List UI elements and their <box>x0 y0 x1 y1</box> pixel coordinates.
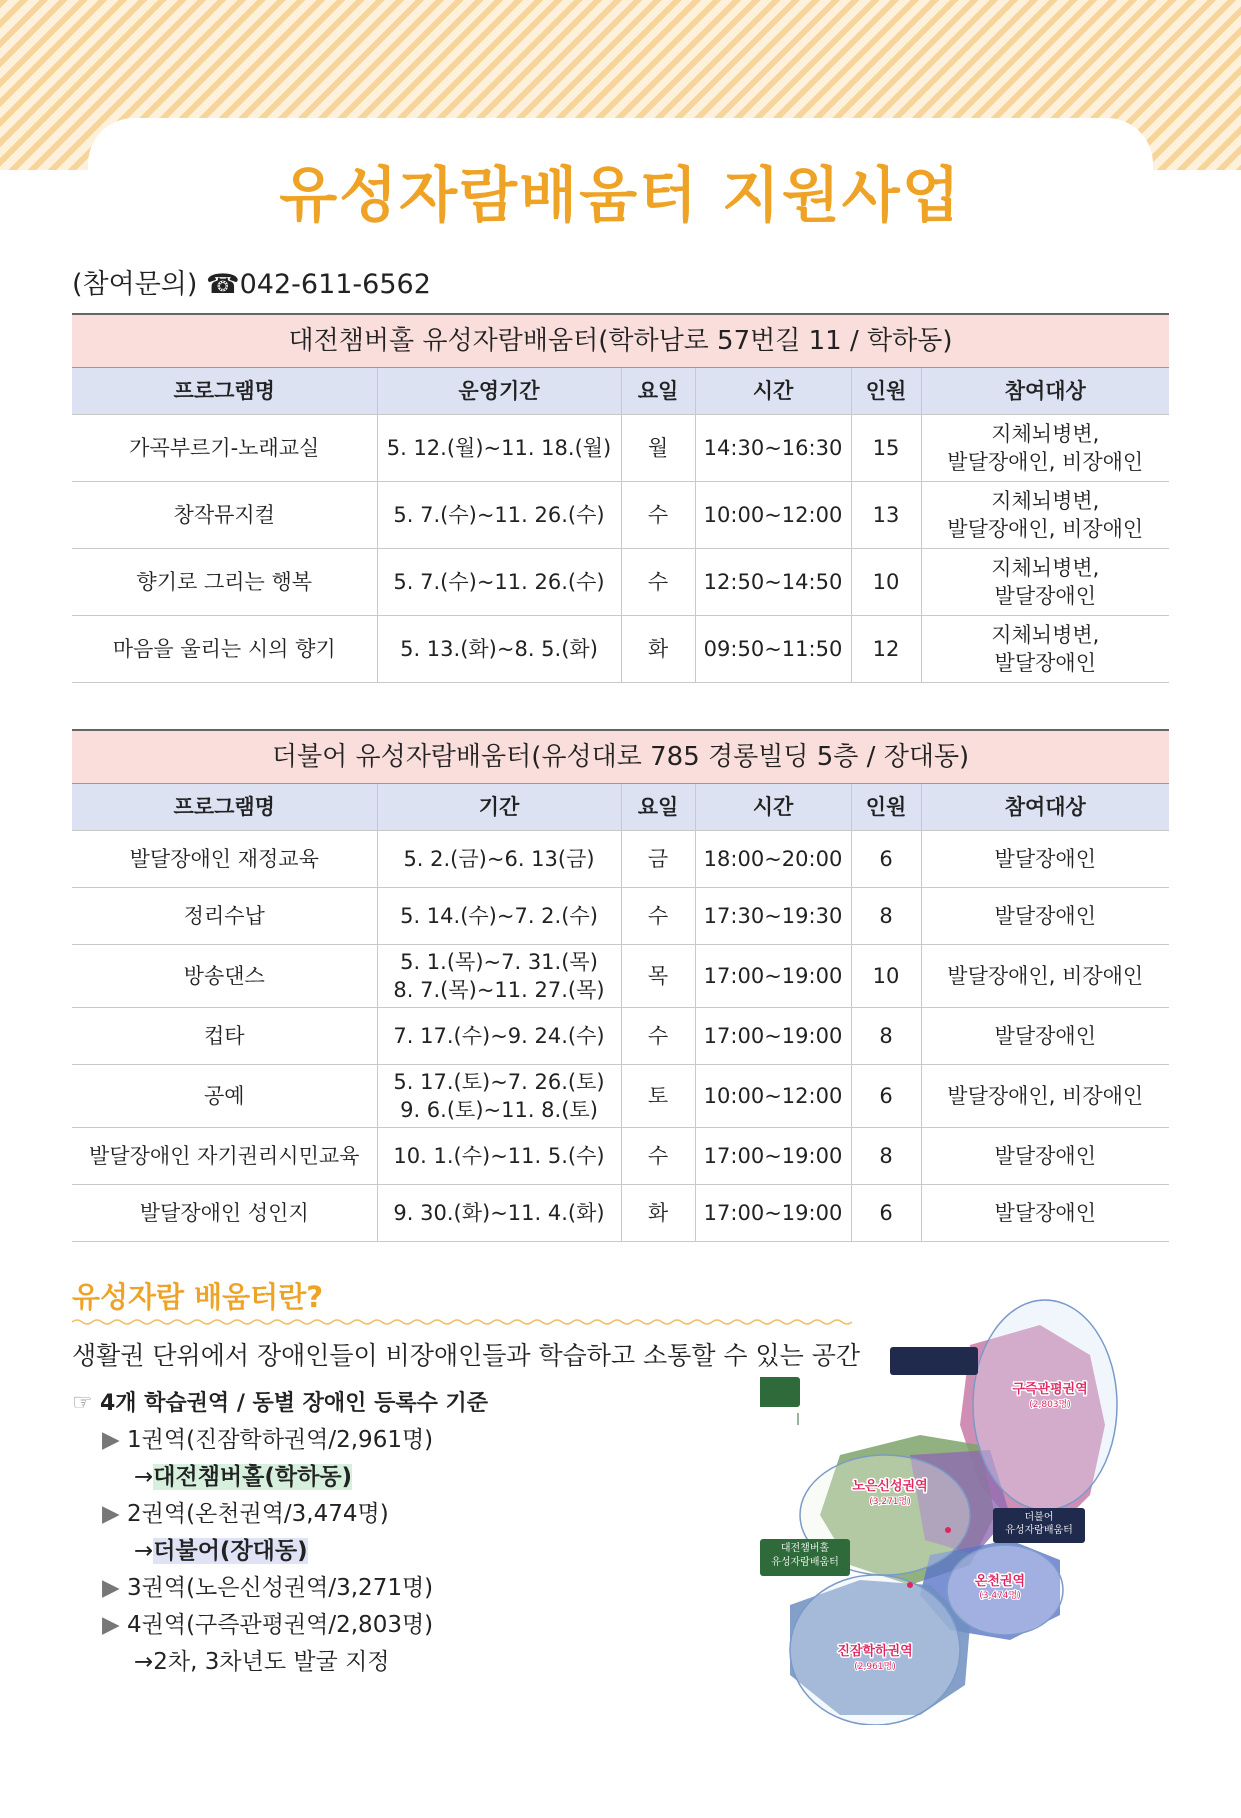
table-row <box>72 616 1169 683</box>
day: 수 <box>621 549 695 616</box>
region-text: 4권역(구즉관평권역/2,803명) <box>127 1612 434 1638</box>
about-description: 생활권 단위에서 장애인들이 비장애인들과 학습하고 소통할 수 있는 공간 <box>72 1341 861 1370</box>
target: 지체뇌병변, 발달장애인 <box>921 616 1169 683</box>
venue-title: 더불어 유성자람배움터(유성대로 785 경롱빌딩 5층 / 장대동) <box>72 730 1169 784</box>
day: 수 <box>621 1128 695 1185</box>
list-item <box>72 1607 488 1644</box>
count: 6 <box>851 1185 921 1242</box>
period: 5. 7.(수)~11. 26.(수) <box>377 549 621 616</box>
table-header-row <box>72 784 1169 831</box>
zone-label: 구즉관평권역 <box>1012 1382 1088 1397</box>
table-row <box>72 1008 1169 1065</box>
chamberhall-tag <box>760 1377 800 1425</box>
time: 09:50~11:50 <box>695 616 851 683</box>
triangle-bullet-icon: ▶ <box>102 1612 120 1638</box>
target: 발달장애인, 비장애인 <box>921 1065 1169 1128</box>
target: 지체뇌병변, 발달장애인, 비장애인 <box>921 415 1169 482</box>
day: 화 <box>621 616 695 683</box>
region-note: →2차, 3차년도 발굴 지정 <box>134 1649 390 1675</box>
count: 15 <box>851 415 921 482</box>
program-name: 가곡부르기-노래교실 <box>72 415 377 482</box>
target: 지체뇌병변, 발달장애인, 비장애인 <box>921 482 1169 549</box>
table-row <box>72 1065 1169 1128</box>
target: 발달장애인, 비장애인 <box>921 945 1169 1008</box>
period: 5. 12.(월)~11. 18.(월) <box>377 415 621 482</box>
about-title: 유성자람 배움터란? <box>72 1280 324 1314</box>
period: 7. 17.(수)~9. 24.(수) <box>377 1008 621 1065</box>
period: 10. 1.(수)~11. 5.(수) <box>377 1128 621 1185</box>
col-header: 요일 <box>621 784 695 831</box>
count: 6 <box>851 831 921 888</box>
region-text: 1권역(진잠학하권역/2,961명) <box>127 1427 434 1453</box>
table-row <box>72 831 1169 888</box>
list-item <box>72 1496 488 1533</box>
zone-count: (2,961명) <box>854 1662 896 1672</box>
col-header: 프로그램명 <box>72 784 377 831</box>
zone-count: (3,474명) <box>979 1591 1021 1601</box>
count: 10 <box>851 549 921 616</box>
deobureo-tag <box>890 1347 978 1375</box>
venue-title: 대전챔버홀 유성자람배움터(학하남로 57번길 11 / 학하동) <box>72 314 1169 368</box>
col-header: 참여대상 <box>921 368 1169 415</box>
count: 13 <box>851 482 921 549</box>
program-name: 발달장애인 성인지 <box>72 1185 377 1242</box>
contact-phone: (참여문의) ☎042-611-6562 <box>72 269 431 300</box>
col-header: 운영기간 <box>377 368 621 415</box>
highlight-venue: 대전챔버홀(학하동) <box>153 1464 353 1490</box>
deobureo-location-marker <box>945 1527 951 1533</box>
program-name: 방송댄스 <box>72 945 377 1008</box>
period: 5. 7.(수)~11. 26.(수) <box>377 482 621 549</box>
period: 5. 1.(목)~7. 31.(목) 8. 7.(목)~11. 27.(목) <box>377 945 621 1008</box>
list-item <box>72 1644 488 1681</box>
target: 발달장애인 <box>921 1008 1169 1065</box>
list-item <box>72 1459 488 1496</box>
region-text: 3권역(노은신성권역/3,271명) <box>127 1575 434 1601</box>
region-list <box>72 1385 488 1681</box>
day: 수 <box>621 888 695 945</box>
target: 발달장애인 <box>921 1128 1169 1185</box>
day: 화 <box>621 1185 695 1242</box>
time: 14:30~16:30 <box>695 415 851 482</box>
table-row <box>72 888 1169 945</box>
col-header: 요일 <box>621 368 695 415</box>
triangle-bullet-icon: ▶ <box>102 1575 120 1601</box>
period: 5. 17.(토)~7. 26.(토) 9. 6.(토)~11. 8.(토) <box>377 1065 621 1128</box>
target: 발달장애인 <box>921 1185 1169 1242</box>
zone-count: (2,803명) <box>1029 1400 1071 1410</box>
time: 17:00~19:00 <box>695 1185 851 1242</box>
count: 6 <box>851 1065 921 1128</box>
time: 12:50~14:50 <box>695 549 851 616</box>
day: 수 <box>621 1008 695 1065</box>
col-header: 시간 <box>695 784 851 831</box>
highlight-venue: 더불어(장대동) <box>153 1538 308 1564</box>
day: 목 <box>621 945 695 1008</box>
period: 9. 30.(화)~11. 4.(화) <box>377 1185 621 1242</box>
time: 17:00~19:00 <box>695 1008 851 1065</box>
count: 8 <box>851 888 921 945</box>
time: 17:30~19:30 <box>695 888 851 945</box>
list-item <box>72 1533 488 1570</box>
count: 10 <box>851 945 921 1008</box>
zone-label: 온천권역 <box>974 1574 1026 1589</box>
program-name: 정리수납 <box>72 888 377 945</box>
table-row <box>72 945 1169 1008</box>
list-heading <box>72 1385 488 1422</box>
time: 10:00~12:00 <box>695 1065 851 1128</box>
page-title: 유성자람배움터 지원사업 <box>279 161 962 231</box>
col-header: 시간 <box>695 368 851 415</box>
target: 발달장애인 <box>921 888 1169 945</box>
chamberhall-map-tag: 대전챔버홀 유성자람배움터 <box>760 1539 850 1576</box>
heading-text: 4개 학습권역 / 동별 장애인 등록수 기준 <box>99 1391 489 1416</box>
region-map <box>760 1285 1120 1725</box>
count: 8 <box>851 1128 921 1185</box>
program-name: 컵타 <box>72 1008 377 1065</box>
period: 5. 2.(금)~6. 13(금) <box>377 831 621 888</box>
time: 10:00~12:00 <box>695 482 851 549</box>
table-row <box>72 415 1169 482</box>
table-row <box>72 1185 1169 1242</box>
program-table-chamberhall <box>72 313 1169 683</box>
target: 발달장애인 <box>921 831 1169 888</box>
day: 월 <box>621 415 695 482</box>
period: 5. 14.(수)~7. 2.(수) <box>377 888 621 945</box>
arrow-icon: → <box>134 1538 154 1564</box>
table-header-row <box>72 368 1169 415</box>
table-row <box>72 1128 1169 1185</box>
triangle-bullet-icon: ▶ <box>102 1501 120 1527</box>
count: 8 <box>851 1008 921 1065</box>
table-row <box>72 482 1169 549</box>
program-name: 마음을 울리는 시의 향기 <box>72 616 377 683</box>
pointing-hand-icon: ☞ <box>72 1390 93 1416</box>
list-item <box>72 1570 488 1607</box>
program-name: 공예 <box>72 1065 377 1128</box>
triangle-bullet-icon: ▶ <box>102 1427 120 1453</box>
arrow-icon: → <box>134 1464 154 1490</box>
deobureo-map-tag: 더불어 유성자람배움터 <box>993 1508 1085 1543</box>
zone-count: (3,271명) <box>869 1497 911 1507</box>
wavy-divider <box>72 1318 852 1326</box>
region-text: 2권역(온천권역/3,474명) <box>127 1501 389 1527</box>
period: 5. 13.(화)~8. 5.(화) <box>377 616 621 683</box>
program-name: 창작뮤지컬 <box>72 482 377 549</box>
program-table-deobureo <box>72 729 1169 1242</box>
count: 12 <box>851 616 921 683</box>
list-item <box>72 1422 488 1459</box>
day: 금 <box>621 831 695 888</box>
col-header: 인원 <box>851 368 921 415</box>
zone-circle-oncheon <box>947 1545 1063 1635</box>
day: 토 <box>621 1065 695 1128</box>
col-header: 프로그램명 <box>72 368 377 415</box>
program-name: 발달장애인 재정교육 <box>72 831 377 888</box>
program-name: 향기로 그리는 행복 <box>72 549 377 616</box>
col-header: 참여대상 <box>921 784 1169 831</box>
table-row <box>72 549 1169 616</box>
chamberhall-location-marker <box>907 1582 913 1588</box>
day: 수 <box>621 482 695 549</box>
col-header: 인원 <box>851 784 921 831</box>
program-name: 발달장애인 자기권리시민교육 <box>72 1128 377 1185</box>
target: 지체뇌병변, 발달장애인 <box>921 549 1169 616</box>
zone-label: 진잠학하권역 <box>837 1644 913 1659</box>
time: 17:00~19:00 <box>695 1128 851 1185</box>
zone-label: 노은신성권역 <box>852 1479 928 1494</box>
time: 18:00~20:00 <box>695 831 851 888</box>
col-header: 기간 <box>377 784 621 831</box>
time: 17:00~19:00 <box>695 945 851 1008</box>
